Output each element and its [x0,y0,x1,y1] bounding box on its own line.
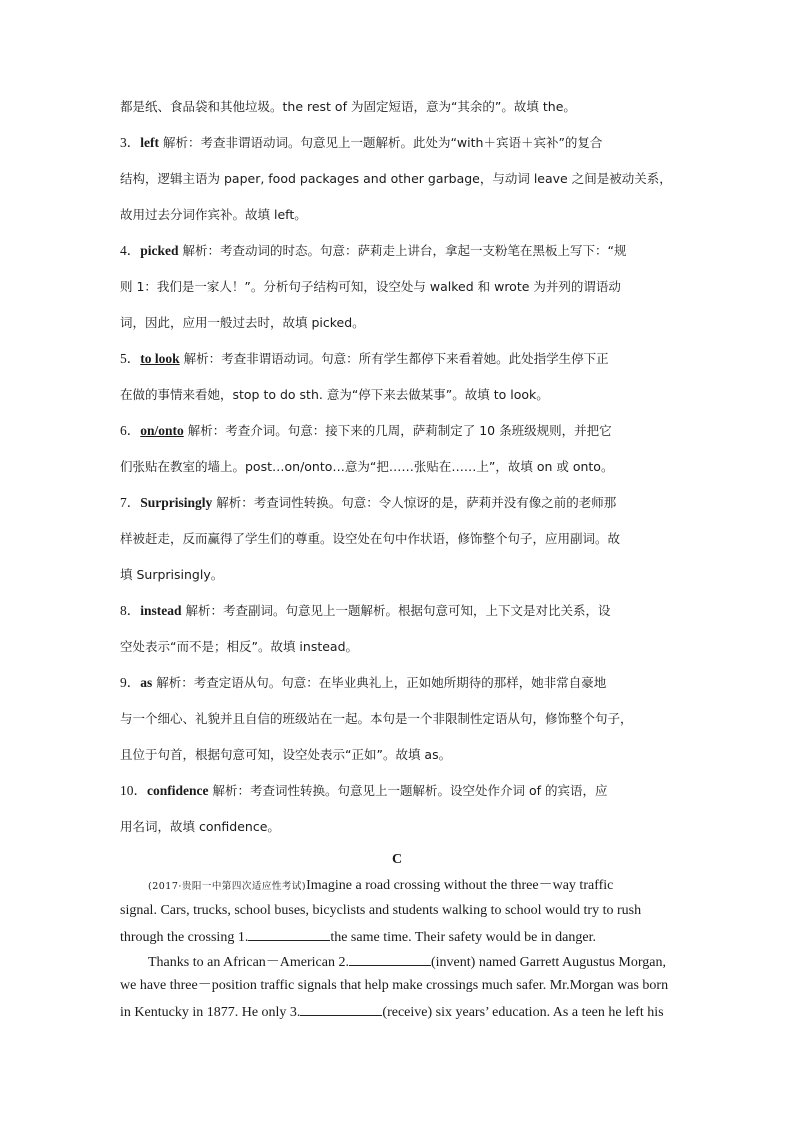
passage-text: we have three－position traffic signals that help make crossings much safer. Mr.Morgan was born [120,978,669,993]
explanation-text: 们张贴在教室的墙上。post…on/onto…意为“把……张贴在……上”，故填 on 或 onto。 [120,459,614,474]
explanation-text: 词，因此，应用一般过去时，故填 picked。 [120,315,365,330]
question-number: 10． [120,783,147,798]
answer-word: picked [140,243,179,258]
explanation-line [120,278,676,314]
question-number: 3． [120,135,141,150]
explanation-text: 解析：考查词性转换。句意见上一题解析。设空处作介词 of 的宾语，应 [208,783,608,798]
explanation-text: 故用过去分词作宾补。故填 left。 [120,207,307,222]
explanation-text: 与一个细心、礼貌并且自信的班级站在一起。本句是一个非限制性定语从句，修饰整个句子， [120,711,633,726]
explanation-line [120,206,676,242]
explanation-line [120,242,676,278]
explanation-line [120,170,676,206]
passage-line [120,976,676,1001]
explanation-text: 填 Surprisingly。 [120,567,224,582]
passage-text: in Kentucky in 1877. He only 3. [120,1005,301,1020]
explanation-line [120,350,676,386]
question-number: 8． [120,603,141,618]
passage-text: signal. Cars, trucks, school buses, bicyclists and students walking to school would try to rush [120,903,642,918]
explanation-line [120,818,676,854]
explanation-line [120,674,676,710]
answer-blank[interactable] [300,1001,382,1016]
explanation-line [120,566,676,602]
question-number: 9． [120,675,141,690]
explanation-line [120,602,676,638]
explanation-line [120,782,676,818]
explanation-line [120,98,676,134]
explanation-line [120,494,676,530]
passage-text: Thanks to an African－American 2. [148,955,349,970]
passage-line [120,951,676,976]
explanation-text: 解析：考查非谓语动词。句意见上一题解析。此处为“with＋宾语＋宾补”的复合 [158,135,603,150]
passage-line [120,901,676,926]
explanation-line [120,422,676,458]
explanation-line [120,638,676,674]
explanation-text: 都是纸、食品袋和其他垃圾。the rest of 为固定短语，意为“其余的”。故填 the。 [120,99,576,114]
answer-word: as [140,675,153,690]
question-number: 5． [120,351,141,366]
question-number: 4． [120,243,141,258]
passage-text: (receive) six years’ education. As a teen he left his [382,1005,664,1020]
explanation-text: 结构，逻辑主语为 paper, food packages and other garbage，与动词 leave 之间是被动关系， [120,171,672,186]
passage-line [120,1001,676,1026]
section-title: C [391,852,403,867]
passage-text: the same time. Their safety would be in danger. [330,930,596,945]
reading-passage [120,876,676,1026]
explanation-line [120,458,676,494]
explanation-line [120,314,676,350]
explanation-text: 解析：考查词性转换。句意：令人惊讶的是，萨莉并没有像之前的老师那 [212,495,617,510]
passage-text: through the crossing 1. [120,930,249,945]
answer-word: instead [140,603,182,618]
answer-blank[interactable] [349,951,431,966]
answer-word: on/onto [140,423,184,438]
explanation-line [120,530,676,566]
explanation-text: 解析：考查副词。句意见上一题解析。根据句意可知，上下文是对比关系，设 [181,603,611,618]
explanation-text: 解析：考查非谓语动词。句意：所有学生都停下来看着她。此处指学生停下正 [179,351,609,366]
answer-word: left [140,135,159,150]
explanation-text: 在做的事情来看她，stop to do sth. 意为“停下来去做某事”。故填 to look。 [120,387,549,402]
explanation-line [120,746,676,782]
explanation-text: 则 1：我们是一家人！”。分析句子结构可知，设空处与 walked 和 wrote 为并列的谓语动 [120,279,621,294]
answer-word: to look [140,351,180,366]
explanation-text: 解析：考查介词。句意：接下来的几周，萨莉制定了 10 条班级规则，并把它 [183,423,612,438]
explanation-text: 样被赶走，反而赢得了学生们的尊重。设空处在句中作状语，修饰整个句子，应用副词。故 [120,531,621,546]
passage-line [120,926,676,951]
answer-explanations [120,98,676,854]
explanation-text: 用名词，故填 confidence。 [120,819,280,834]
passage-line [120,876,676,901]
passage-source: (2017·贵阳一中第四次适应性考试) [148,881,307,892]
explanation-text: 解析：考查动词的时态。句意：萨莉走上讲台，拿起一支粉笔在黑板上写下：“规 [178,243,627,258]
answer-word: confidence [147,783,209,798]
explanation-line [120,134,676,170]
passage-text: Imagine a road crossing without the three－way traffic [306,878,614,893]
answer-word: Surprisingly [140,495,213,510]
answer-blank[interactable] [248,926,330,941]
explanation-text: 解析：考查定语从句。句意：在毕业典礼上，正如她所期待的那样，她非常自豪地 [152,675,607,690]
explanation-line [120,386,676,422]
explanation-text: 且位于句首，根据句意可知，设空处表示“正如”。故填 as。 [120,747,452,762]
explanation-line [120,710,676,746]
passage-text: (invent) named Garrett Augustus Morgan, [431,955,666,970]
explanation-text: 空处表示“而不是；相反”。故填 instead。 [120,639,359,654]
question-number: 6． [120,423,141,438]
question-number: 7． [120,495,141,510]
